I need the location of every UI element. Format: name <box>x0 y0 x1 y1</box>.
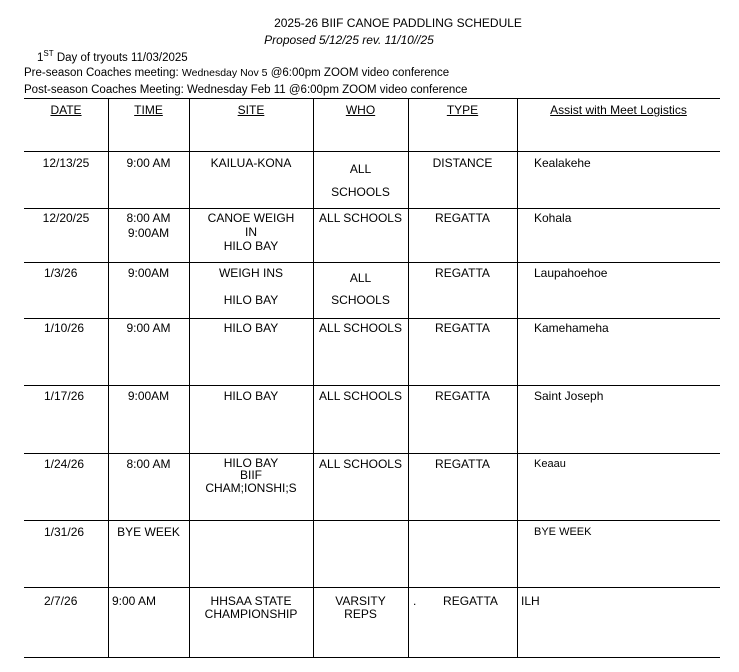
cell-site-line3: CHAM;IONSHI;S <box>205 481 297 495</box>
cell-site-line2: HILO BAY <box>223 293 279 307</box>
schedule-table <box>24 98 720 658</box>
column-header-date: DATE <box>50 103 82 117</box>
cell-date: 1/17/26 <box>44 389 85 403</box>
cell-time: 9:00AM <box>127 389 170 403</box>
cell-site-line1: CANOE WEIGH <box>207 211 295 225</box>
cell-who-line1: VARSITY <box>335 594 386 608</box>
cell-type: REGATTA <box>435 389 490 403</box>
cell-date: 1/10/26 <box>44 321 85 335</box>
cell-who-line2: REPS <box>344 607 377 621</box>
table-column-rule <box>108 98 109 658</box>
cell-time: 9:00 AM <box>112 594 157 608</box>
cell-who: ALL SCHOOLS <box>319 389 402 403</box>
table-column-rule <box>517 98 518 658</box>
cell-date: 1/3/26 <box>44 266 78 280</box>
table-rule <box>24 318 720 319</box>
cell-assist: ILH <box>521 594 540 608</box>
schedule-subtitle: Proposed 5/12/25 rev. 11/10//25 <box>264 33 434 47</box>
postseason-details: @6:00pm ZOOM video conference <box>285 84 468 96</box>
preseason-day: Wednesday Nov 5 <box>181 67 268 79</box>
cell-site-line2: CHAMPIONSHIP <box>204 607 298 621</box>
cell-who-line2: SCHOOLS <box>331 185 390 199</box>
postseason-label: Post-season Coaches Meeting: <box>24 84 188 96</box>
cell-site-line1: HILO BAY <box>223 456 279 470</box>
column-header-site: SITE <box>237 103 265 117</box>
column-header-time: TIME <box>134 103 163 117</box>
cell-who: ALL SCHOOLS <box>319 211 402 225</box>
tryouts-line <box>37 49 188 64</box>
cell-time: BYE WEEK <box>117 525 180 539</box>
cell-time: 9:00 AM <box>126 156 171 170</box>
table-rule <box>24 453 720 454</box>
table-column-rule <box>189 98 190 658</box>
cell-assist: Kamehameha <box>534 321 609 335</box>
table-rule <box>24 520 720 521</box>
postseason-day: Wednesday Feb 11 <box>187 84 286 96</box>
cell-site-line2: BIIF <box>239 468 262 482</box>
preseason-meeting-line <box>24 67 449 79</box>
tryouts-prefix: 1 <box>37 52 44 64</box>
cell-type-mark: . <box>413 594 417 608</box>
postseason-meeting-line <box>24 84 467 96</box>
cell-type: REGATTA <box>443 594 498 608</box>
cell-assist: Kealakehe <box>534 156 591 170</box>
cell-assist: Saint Joseph <box>534 389 604 403</box>
cell-assist: Laupahoehoe <box>534 266 608 280</box>
cell-assist: Keaau <box>534 458 566 470</box>
cell-date: 12/13/25 <box>42 156 90 170</box>
table-rule <box>24 208 720 209</box>
cell-time: 9:00 AM <box>126 321 171 335</box>
cell-type: REGATTA <box>435 457 490 471</box>
preseason-details: @6:00pm ZOOM video conference <box>267 67 450 79</box>
table-rule <box>24 657 720 658</box>
cell-site: HILO BAY <box>223 321 279 335</box>
cell-who: ALL SCHOOLS <box>319 457 402 471</box>
schedule-title: 2025-26 BIIF CANOE PADDLING SCHEDULE <box>274 16 522 30</box>
cell-site: KAILUA-KONA <box>210 156 292 170</box>
cell-site-line1: WEIGH INS <box>218 266 283 280</box>
cell-type: DISTANCE <box>432 156 493 170</box>
cell-time: 8:00 AM <box>126 457 171 471</box>
cell-site-line1: HHSAA STATE <box>210 594 292 608</box>
cell-time: 9:00AM <box>127 266 170 280</box>
column-header-type: TYPE <box>446 103 479 117</box>
column-header-who: WHO <box>345 103 376 117</box>
cell-type: REGATTA <box>435 321 490 335</box>
column-header-assist: Assist with Meet Logistics <box>550 103 687 117</box>
tryouts-superscript: ST <box>43 49 54 59</box>
table-rule <box>24 385 720 386</box>
table-rule <box>24 151 720 152</box>
table-rule <box>24 587 720 588</box>
cell-who: ALL SCHOOLS <box>319 321 402 335</box>
cell-date: 2/7/26 <box>44 594 78 608</box>
cell-site-line2: IN <box>245 225 257 239</box>
table-column-rule <box>313 98 314 658</box>
cell-site-line3: HILO BAY <box>223 239 279 253</box>
table-column-rule <box>408 98 409 658</box>
cell-type: REGATTA <box>435 211 490 225</box>
cell-type: REGATTA <box>435 266 490 280</box>
cell-time-line1: 8:00 AM <box>126 211 171 225</box>
cell-date: 12/20/25 <box>42 211 90 225</box>
cell-site: HILO BAY <box>223 389 279 403</box>
cell-date: 1/24/26 <box>44 457 85 471</box>
preseason-label: Pre-season Coaches meeting: <box>24 67 182 79</box>
cell-who-line1: ALL <box>349 162 372 176</box>
tryouts-text: Day of tryouts 11/03/2025 <box>53 52 188 64</box>
cell-assist: Kohala <box>534 211 572 225</box>
cell-date: 1/31/26 <box>44 525 85 539</box>
table-rule <box>24 98 720 99</box>
cell-time-line2: 9:00AM <box>127 226 170 240</box>
cell-who-line2: SCHOOLS <box>331 293 390 307</box>
cell-assist: BYE WEEK <box>534 526 592 538</box>
table-rule <box>24 262 720 263</box>
cell-who-line1: ALL <box>349 271 372 285</box>
